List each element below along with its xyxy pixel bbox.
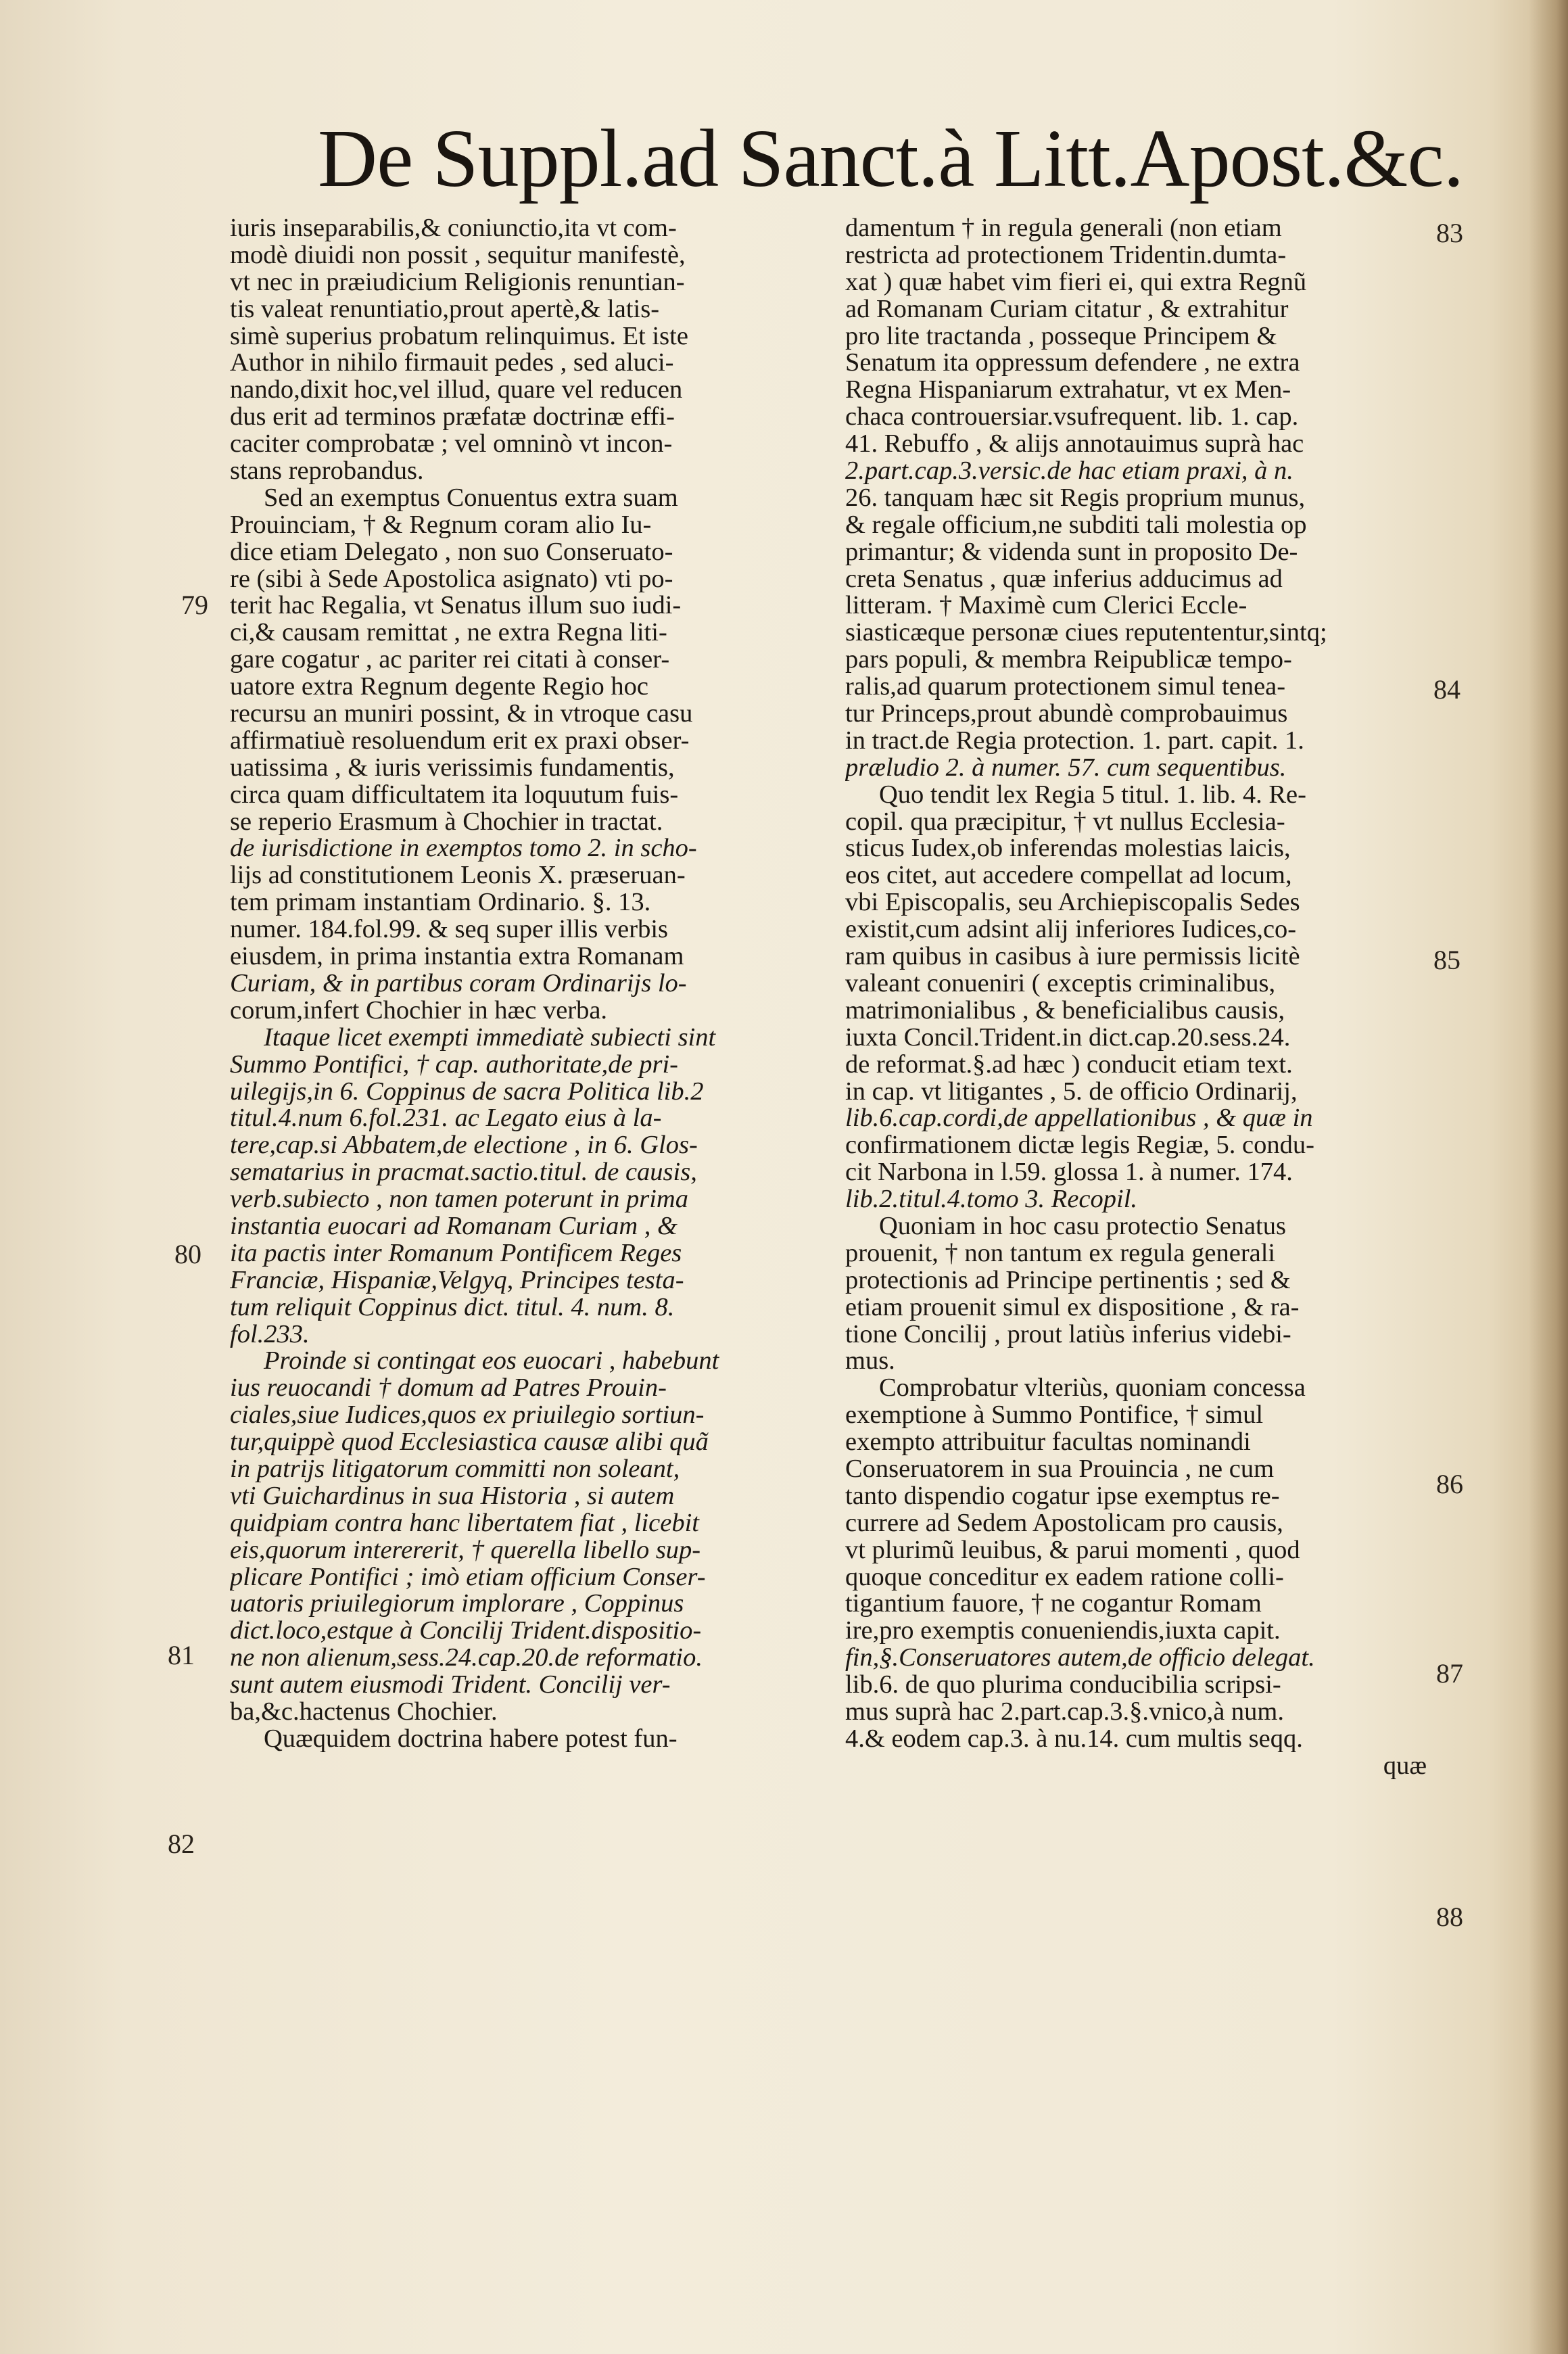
right-line: de reformat.§.ad hæc ) conducit etiam text.	[845, 1051, 1293, 1079]
right-line: pro lite tractanda , posseque Principem &	[845, 323, 1277, 350]
right-line: cit Narbona in l.59. glossa 1. à numer. 174.	[845, 1159, 1293, 1187]
margin-number-83: 83	[1436, 218, 1463, 248]
right-line: in tract.de Regia protection. 1. part. capit. 1.	[845, 727, 1304, 755]
right-line: mus.	[845, 1348, 895, 1375]
left-line: Summo Pontifici, † cap. authoritate,de pri-	[230, 1051, 678, 1079]
right-line: sticus Iudex,ob inferendas molestias laicis,	[845, 835, 1291, 863]
left-line: vt nec in præiudicium Religionis renuntian-	[230, 268, 685, 296]
left-line: ius reuocandi † domum ad Patres Prouin-	[230, 1375, 667, 1403]
right-line: ralis,ad quarum protectionem simul tenea-	[845, 674, 1286, 701]
right-line: copil. qua præcipitur, † vt nullus Ecclesia-	[845, 808, 1285, 836]
left-line: Proinde si contingat eos euocari , habebunt	[264, 1348, 719, 1375]
left-line: eiusdem, in prima instantia extra Romanam	[230, 943, 684, 970]
left-line: circa quam difficultatem ita loquutum fuis-	[230, 781, 679, 809]
left-line: recursu an muniri possint, & in vtroque casu	[230, 701, 693, 728]
margin-number-84: 84	[1433, 674, 1460, 705]
right-line: eos citet, aut accedere compellat ad locum,	[845, 862, 1292, 890]
right-line: valeant conueniri ( exceptis criminalibus,	[845, 970, 1276, 997]
left-line: plicare Pontifici ; imò etiam officium Conser-	[230, 1563, 706, 1591]
margin-number-81: 81	[168, 1640, 195, 1670]
left-line: ciales,siue Iudices,quos ex priuilegio sortiun-	[230, 1402, 705, 1430]
right-line: in cap. vt litigantes , 5. de officio Ordinarij,	[845, 1078, 1298, 1106]
left-line: uatore extra Regnum degente Regio hoc	[230, 674, 648, 701]
right-line: tigantium fauore, † ne cogantur Romam	[845, 1591, 1262, 1618]
left-line: gare cogatur , ac pariter rei citati à conser-	[230, 646, 670, 674]
right-line: exempto attribuitur facultas nominandi	[845, 1429, 1251, 1456]
right-column	[845, 215, 1427, 1780]
left-line: Prouinciam, † & Regnum coram alio Iu-	[230, 511, 652, 539]
left-line: sematarius in pracmat.sactio.titul. de causis,	[230, 1159, 697, 1187]
left-line: tem primam instantiam Ordinario. §. 13.	[230, 889, 651, 917]
margin-number-86: 86	[1436, 1469, 1463, 1499]
right-line: Conseruatorem in sua Prouincia , ne cum	[845, 1455, 1275, 1483]
left-line: tere,cap.si Abbatem,de electione , in 6. Glos-	[230, 1132, 698, 1160]
left-line: de iurisdictione in exemptos tomo 2. in scho-	[230, 835, 697, 863]
right-line: Regna Hispaniarum extrahatur, vt ex Men-	[845, 377, 1291, 404]
left-line: iuris inseparabilis,& coniunctio,ita vt com-	[230, 215, 677, 242]
margin-number-80: 80	[174, 1239, 201, 1269]
right-line: damentum † in regula generali (non etiam	[845, 215, 1282, 242]
margin-number-87: 87	[1436, 1658, 1463, 1689]
left-line: nando,dixit hoc,vel illud, quare vel reducen	[230, 377, 683, 404]
right-line: 26. tanquam hæc sit Regis proprium munus,	[845, 484, 1306, 512]
right-line: ad Romanam Curiam citatur , & extrahitur	[845, 296, 1289, 323]
right-line: vt plurimũ leuibus, & parui momenti , quod	[845, 1536, 1300, 1564]
left-line: stans reprobandus.	[230, 458, 424, 485]
left-line: Itaque licet exempti immediatè subiecti sint	[264, 1024, 716, 1052]
left-line: tur,quippè quod Ecclesiastica causæ alibi quã	[230, 1429, 709, 1456]
right-line: xat ) quæ habet vim fieri ei, qui extra Regnũ	[845, 268, 1307, 296]
left-line: lijs ad constitutionem Leonis X. præseruan-	[230, 862, 686, 890]
right-line: lib.6.cap.cordi,de appellationibus , & quæ in	[845, 1105, 1313, 1133]
right-line: Quoniam in hoc casu protectio Senatus	[879, 1213, 1286, 1240]
left-line: ba,&c.hactenus Chochier.	[230, 1698, 498, 1726]
right-line: ram quibus in casibus à iure permissis licitè	[845, 943, 1300, 970]
right-line: existit,cum adsint alij inferiores Iudices,co-	[845, 916, 1297, 944]
left-line: fol.233.	[230, 1321, 310, 1348]
left-line: uilegijs,in 6. Coppinus de sacra Politica lib.2	[230, 1078, 704, 1106]
right-line: confirmationem dictæ legis Regiæ, 5. condu-	[845, 1132, 1314, 1160]
right-line: Comprobatur vlteriùs, quoniam concessa	[879, 1375, 1306, 1403]
left-line: Curiam, & in partibus coram Ordinarijs lo-	[230, 970, 687, 997]
right-line: quoque conceditur ex eadem ratione colli-	[845, 1563, 1284, 1591]
left-line: Franciæ, Hispaniæ,Velgyq, Principes testa-	[230, 1267, 684, 1294]
left-line: uatissima , & iuris verissimis fundamentis,	[230, 754, 675, 782]
right-line: exemptione à Summo Pontifice, † simul	[845, 1402, 1264, 1430]
right-line: 2.part.cap.3.versic.de hac etiam praxi, à n.	[845, 458, 1293, 485]
right-line: tione Concilij , prout latiùs inferius videbi-	[845, 1321, 1291, 1348]
left-line: ci,& causam remittat , ne extra Regna liti-	[230, 619, 667, 647]
left-line: instantia euocari ad Romanam Curiam , &	[230, 1213, 678, 1240]
right-line: litteram. † Maximè cum Clerici Eccle-	[845, 592, 1248, 620]
margin-number-88: 88	[1436, 1902, 1463, 1932]
right-line: & regale officium,ne subditi tali molestia op	[845, 511, 1307, 539]
left-line: sunt autem eiusmodi Trident. Concilij ver-	[230, 1672, 671, 1699]
left-line: in patrijs litigatorum committi non soleant,	[230, 1455, 680, 1483]
left-line: vti Guichardinus in sua Historia , si autem	[230, 1482, 675, 1510]
left-line: simè superius probatum relinquimus. Et iste	[230, 323, 688, 350]
right-line: pars populi, & membra Reipublicæ tempo-	[845, 646, 1292, 674]
right-line: chaca controuersiar.vsufrequent. lib. 1. cap.	[845, 404, 1299, 431]
left-line: titul.4.num 6.fol.231. ac Legato eius à la-	[230, 1105, 662, 1133]
left-line: corum,infert Chochier in hæc verba.	[230, 997, 608, 1025]
margin-number-82: 82	[168, 1829, 195, 1859]
right-line: Quo tendit lex Regia 5 titul. 1. lib. 4. Re-	[879, 781, 1306, 809]
right-line: prouenit, † non tantum ex regula generali	[845, 1240, 1276, 1267]
right-line: 4.& eodem cap.3. à nu.14. cum multis seqq.	[845, 1725, 1303, 1753]
right-line: tanto dispendio cogatur ipse exemptus re-	[845, 1482, 1280, 1510]
left-line: ne non alienum,sess.24.cap.20.de reformatio.	[230, 1645, 703, 1672]
catchword: quæ	[1383, 1752, 1427, 1780]
right-line: matrimonialibus , & beneficialibus causis,	[845, 997, 1285, 1025]
left-line: Quæquidem doctrina habere potest fun-	[264, 1725, 678, 1753]
right-line: protectionis ad Principe pertinentis ; sed &	[845, 1267, 1291, 1294]
left-column	[230, 215, 805, 1753]
left-line: se reperio Erasmum à Chochier in tractat.	[230, 808, 663, 836]
right-line: iuxta Concil.Trident.in dict.cap.20.sess.24.	[845, 1024, 1291, 1052]
left-line: uatoris priuilegiorum implorare , Coppinus	[230, 1591, 684, 1618]
right-line: siasticæque personæ ciues reputententur,sintq;	[845, 619, 1327, 647]
margin-number-85: 85	[1433, 945, 1460, 975]
margin-number-79: 79	[181, 590, 208, 620]
right-line: vbi Episcopalis, seu Archiepiscopalis Sedes	[845, 889, 1300, 917]
right-line: creta Senatus , quæ inferius adducimus ad	[845, 565, 1283, 593]
left-line: dict.loco,estque à Concilij Trident.dispositio-	[230, 1618, 702, 1645]
right-line: ire,pro exemptis conueniendis,iuxta capit.	[845, 1618, 1281, 1645]
left-line: Sed an exemptus Conuentus extra suam	[264, 484, 678, 512]
left-line: dus erit ad terminos præfatæ doctrinæ effi-	[230, 404, 675, 431]
left-line: dice etiam Delegato , non suo Conseruato-	[230, 538, 673, 566]
left-line: ita pactis inter Romanum Pontificem Reges	[230, 1240, 682, 1267]
right-line: 41. Rebuffo , & alijs annotauimus suprà hac	[845, 431, 1304, 458]
left-line: verb.subiecto , non tamen poterunt in prima	[230, 1186, 688, 1213]
left-line: tum reliquit Coppinus dict. titul. 4. num. 8.	[230, 1294, 675, 1321]
running-head-title: De Suppl.ad Sanct.à Litt.Apost.&c.	[318, 113, 1464, 204]
right-line: Senatum ita oppressum defendere , ne extra	[845, 350, 1300, 377]
left-line: affirmatiuè resoluendum erit ex praxi obser-	[230, 727, 690, 755]
left-line: terit hac Regalia, vt Senatus illum suo iudi-	[230, 592, 682, 620]
left-line: quidpiam contra hanc libertatem fiat , licebit	[230, 1509, 699, 1537]
right-line: præludio 2. à numer. 57. cum sequentibus.	[845, 754, 1287, 782]
left-line: tis valeat renuntiatio,prout apertè,& latis-	[230, 296, 660, 323]
left-line: modè diuidi non possit , sequitur manifestè,	[230, 241, 686, 269]
right-line: tur Princeps,prout abundè comprobauimus	[845, 701, 1288, 728]
right-line: primantur; & videnda sunt in proposito De-	[845, 538, 1298, 566]
left-line: eis,quorum interererit, † querella libello sup-	[230, 1536, 701, 1564]
right-line: mus suprà hac 2.part.cap.3.§.vnico,à num.	[845, 1698, 1284, 1726]
right-line: lib.2.titul.4.tomo 3. Recopil.	[845, 1186, 1138, 1213]
right-line: fin,§.Conseruatores autem,de officio delegat.	[845, 1645, 1315, 1672]
left-line: re (sibi à Sede Apostolica asignato) vti po-	[230, 565, 673, 593]
right-line: etiam prouenit simul ex dispositione , & ra-	[845, 1294, 1300, 1321]
left-line: Author in nihilo firmauit pedes , sed aluci-	[230, 350, 674, 377]
right-line: currere ad Sedem Apostolicam pro causis,	[845, 1509, 1283, 1537]
right-line: lib.6. de quo plurima conducibilia scripsi-	[845, 1672, 1281, 1699]
left-line: caciter comprobatæ ; vel omninò vt incon-	[230, 431, 673, 458]
right-line: restricta ad protectionem Tridentin.dumta-	[845, 241, 1287, 269]
left-line: numer. 184.fol.99. & seq super illis verbis	[230, 916, 669, 944]
